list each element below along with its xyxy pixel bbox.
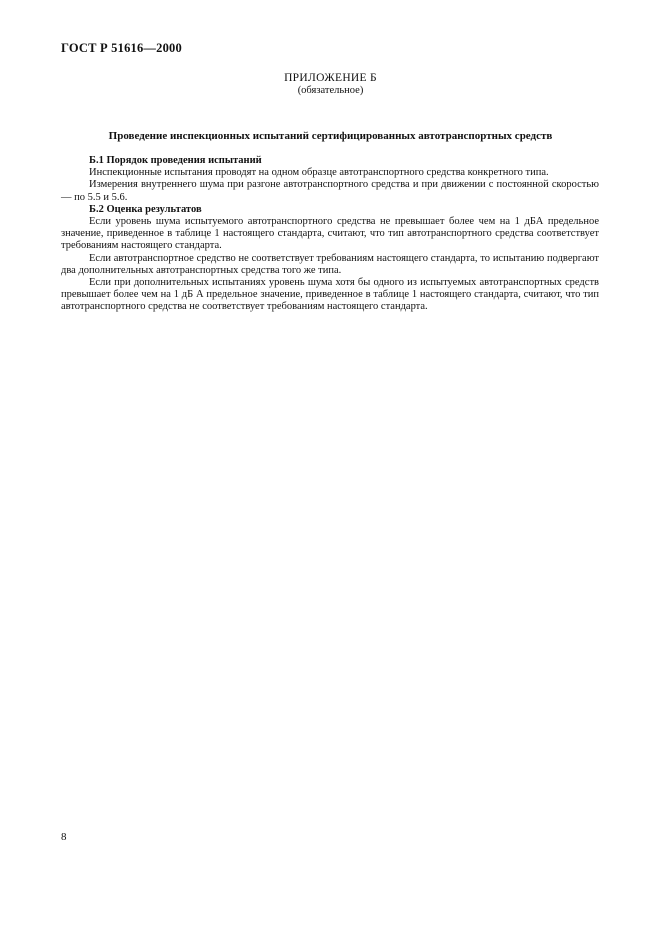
- paragraph: Если уровень шума испытуемого автотранспортного средства не превышает более чем на 1 дБА предельное значение, приведенное в таблице 1 настоящего стандарта, считают, что тип автотранспортного средства соответствует требованиям настоящего стандарта.: [61, 216, 599, 252]
- section-heading: Б.2 Оценка результатов: [89, 203, 202, 215]
- paragraph: Измерения внутреннего шума при разгоне автотранспортного средства и при движении с постоянной скоростью — по 5.5 и 5.6.: [61, 179, 599, 203]
- appendix-body: [61, 155, 599, 314]
- section-heading: Б.1 Порядок проведения испытаний: [89, 155, 262, 166]
- page-number: 8: [61, 831, 67, 843]
- document-header: ГОСТ Р 51616—2000: [61, 41, 182, 55]
- appendix-heading: Проведение инспекционных испытаний сертифицированных автотранспортных средств: [108, 130, 553, 142]
- paragraph: Если при дополнительных испытаниях уровень шума хотя бы одного из испытуемых автотранспортных средств превышает более чем на 1 дБ А предельное значение, приведенное в таблице 1 настоящего стандарта, считают, что тип автотранспортного средства не соответствует требованиям настоящего стандарта.: [61, 277, 599, 313]
- appendix-title: ПРИЛОЖЕНИЕ Б: [284, 72, 377, 84]
- appendix-subtitle: (обязательное): [297, 85, 364, 96]
- paragraph: Инспекционные испытания проводят на одном образце автотранспортного средства конкретного типа.: [89, 167, 549, 179]
- paragraph: Если автотранспортное средство не соответствует требованиям настоящего стандарта, то испытанию подвергают два дополнительных автотранспортных средства того же типа.: [61, 252, 599, 276]
